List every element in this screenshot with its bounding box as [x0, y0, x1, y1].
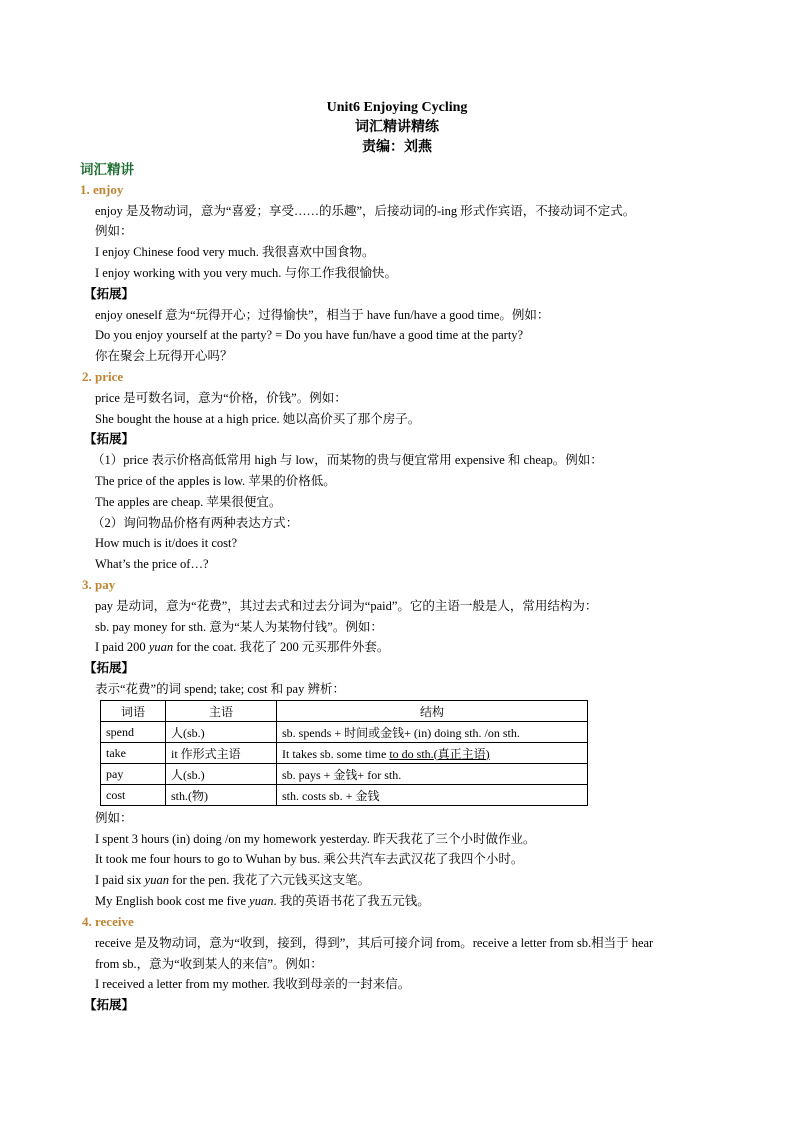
text-line: I received a letter from my mother. 我收到母亲的一封来信。 [95, 977, 411, 991]
text-line: 例如： [95, 224, 133, 238]
text-line: （1）price 表示价格高低常用 high 与 low，而某物的贵与便宜常用 expensive 和 cheap。例如： [92, 453, 603, 467]
extension-label: 【拓展】 [84, 432, 135, 446]
table-row [101, 743, 588, 764]
section-heading: 词汇精讲 [80, 162, 134, 177]
text-line: price 是可数名词，意为“价格，价钱”。例如： [95, 391, 347, 405]
table-row [101, 764, 588, 785]
text-part: I paid 200 [95, 640, 149, 654]
table-cell: pay [101, 764, 166, 785]
text-line: I spent 3 hours (in) doing /on my homework yesterday. 昨天我花了三个小时做作业。 [95, 832, 536, 846]
underlined-text: to do sth.(真正主语) [389, 746, 490, 761]
text-line: receive 是及物动词，意为“收到，接到，得到”，其后可接介词 from。receive a letter from sb.相当于 hear [95, 936, 654, 950]
table-cell: 人(sb.) [166, 722, 277, 743]
table-row [101, 722, 588, 743]
text-line: I enjoy working with you very much. 与你工作我很愉快。 [95, 266, 398, 280]
text-part: My English book cost me five [95, 894, 250, 908]
item-heading-price: 2. price [82, 369, 124, 384]
document-editor: 责编：刘燕 [362, 140, 432, 155]
text-part: . 我的英语书花了我五元钱。 [273, 894, 430, 908]
text-line: I enjoy Chinese food very much. 我很喜欢中国食物。 [95, 245, 375, 259]
text-line: sb. pay money for sth. 意为“某人为某物付钱”。例如： [95, 620, 383, 634]
extension-label: 【拓展】 [84, 998, 135, 1012]
document-subtitle: 词汇精讲精练 [355, 120, 439, 135]
text-italic: yuan [144, 873, 169, 887]
text-line: The apples are cheap. 苹果很便宜。 [95, 495, 282, 509]
text-line [95, 891, 430, 911]
table-header-cell: 结构 [277, 701, 588, 722]
text-line: 表示“花费”的词 spend; take; cost 和 pay 辨析： [95, 682, 345, 696]
comparison-table [100, 700, 588, 806]
item-heading-pay: 3. pay [82, 577, 116, 592]
text-line: How much is it/does it cost? [95, 536, 237, 550]
extension-label: 【拓展】 [84, 287, 135, 301]
table-header-cell: 主语 [166, 701, 277, 722]
table-header-cell: 词语 [101, 701, 166, 722]
text-line: Do you enjoy yourself at the party? = Do you have fun/have a good time at the party? [95, 328, 524, 342]
text-line [95, 870, 370, 890]
text-line: The price of the apples is low. 苹果的价格低。 [95, 474, 336, 488]
text-line: （2）询问物品价格有两种表达方式： [92, 516, 299, 530]
text-line: 例如： [95, 811, 133, 825]
document-title: Unit6 Enjoying Cycling [326, 100, 468, 115]
item-heading-receive: 4. receive [82, 914, 134, 929]
table-cell: sb. pays + 金钱+ for sth. [277, 764, 588, 785]
table-header-row [101, 701, 588, 722]
table-cell: spend [101, 722, 166, 743]
text-line: It took me four hours to go to Wuhan by bus. 乘公共汽车去武汉花了我四个小时。 [95, 852, 524, 866]
text-part: for the coat. 我花了 200 元买那件外套。 [173, 640, 390, 654]
text-line: enjoy 是及物动词，意为“喜爱；享受……的乐趣”，后接动词的-ing 形式作宾语，不接动词不定式。 [95, 204, 636, 218]
text-italic: yuan [148, 640, 174, 654]
table-cell [277, 743, 588, 764]
item-heading-enjoy: 1. enjoy [80, 182, 124, 197]
table-cell: sth. costs sb. + 金钱 [277, 785, 588, 806]
table-cell: it 作形式主语 [166, 743, 277, 764]
text-part: It takes sb. some time [282, 746, 390, 761]
table-row [101, 785, 588, 806]
table-cell: take [101, 743, 166, 764]
text-line: What’s the price of…? [95, 557, 209, 571]
text-italic: yuan [249, 894, 274, 908]
text-line: She bought the house at a high price. 她以高价买了那个房子。 [95, 412, 421, 426]
table-cell: sb. spends + 时间或金钱+ (in) doing sth. /on sth. [277, 722, 588, 743]
text-line [95, 637, 389, 657]
text-part: for the pen. 我花了六元钱买这支笔。 [168, 873, 370, 887]
table-cell: cost [101, 785, 166, 806]
extension-label: 【拓展】 [84, 661, 135, 675]
text-line: enjoy oneself 意为“玩得开心；过得愉快”，相当于 have fun/have a good time。例如： [95, 308, 550, 322]
text-line: from sb.，意为“收到某人的来信”。例如： [95, 957, 323, 971]
table-cell: sth.(物) [166, 785, 277, 806]
text-line: pay 是动词，意为“花费”，其过去式和过去分词为“paid”。它的主语一般是人，常用结构为： [95, 599, 598, 613]
text-part: I paid six [95, 873, 145, 887]
text-line: 你在聚会上玩得开心吗？ [95, 349, 233, 363]
table-cell: 人(sb.) [166, 764, 277, 785]
